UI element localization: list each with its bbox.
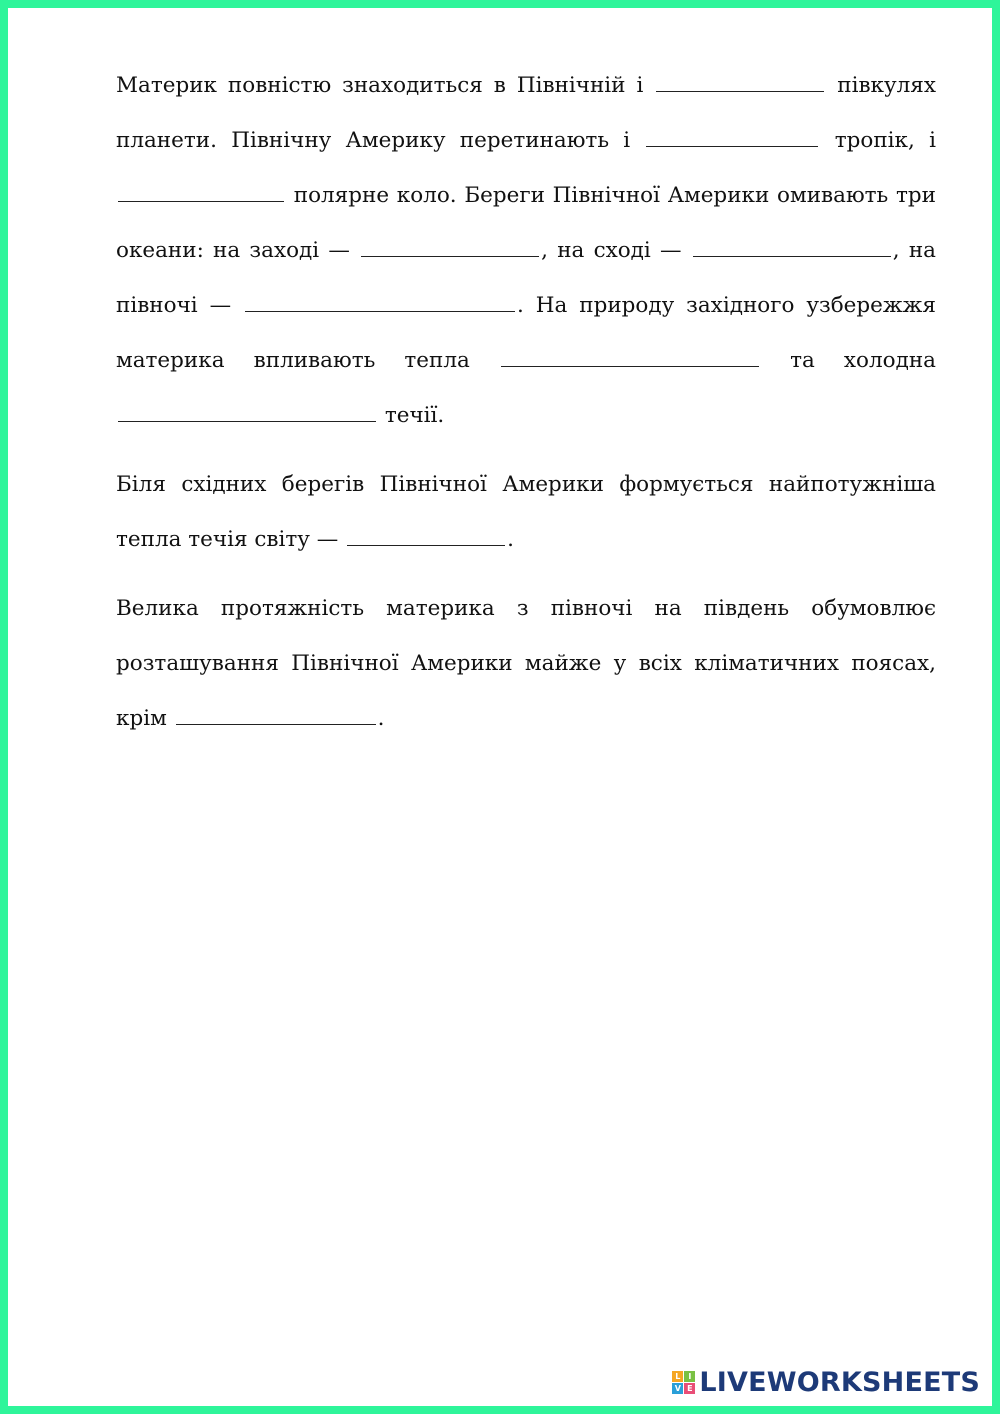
paragraph-1	[116, 58, 936, 443]
liveworksheets-logo	[672, 1367, 980, 1398]
logo-mark-i: I	[684, 1371, 695, 1382]
blank-warmest-current[interactable]	[347, 527, 505, 546]
paragraph-1-text-6: , на півночі —	[116, 238, 936, 318]
blank-west-ocean[interactable]	[361, 238, 539, 257]
paragraph-1-text-4: полярне коло. Береги Північної Америки омивають три океани: на заході —	[116, 183, 936, 263]
blank-tropic[interactable]	[646, 128, 818, 147]
blank-cold-current[interactable]	[118, 403, 376, 422]
paragraph-3	[116, 581, 936, 746]
paragraph-1-text-3: тропік, і	[834, 128, 936, 153]
blank-polar-circle[interactable]	[118, 183, 284, 202]
paragraph-1-text-7: . На природу західного узбережжя материка впливають тепла	[116, 293, 936, 373]
paragraph-1-text-5: , на сході —	[541, 238, 682, 263]
paragraph-2-text-2: .	[507, 527, 514, 552]
paragraph-2-text-1: Біля східних берегів Північної Америки формується найпотужніша тепла течія світу —	[116, 472, 936, 552]
paragraph-3-text-2: .	[377, 706, 385, 731]
logo-mark-icon	[672, 1371, 695, 1394]
blank-east-ocean[interactable]	[693, 238, 891, 257]
logo-text: LIVEWORKSHEETS	[699, 1367, 980, 1398]
blank-climate-zone[interactable]	[176, 706, 376, 725]
paragraph-1-text-9: течії.	[384, 403, 445, 428]
worksheet-content	[116, 58, 936, 746]
paragraph-1-text-8: та холодна	[790, 348, 936, 373]
blank-north-ocean[interactable]	[245, 293, 515, 312]
paragraph-1-text-1: Материк повністю знаходиться в Північній і	[116, 73, 644, 98]
paragraph-3-text-1: Велика протяжність материка з півночі на південь обумовлює розташування Північної Америки майже у всіх кліматичних поясах, крім	[116, 596, 936, 731]
blank-warm-current[interactable]	[501, 348, 759, 367]
paragraph-1-text-2: півкулях планети. Північну Америку перетинають і	[116, 73, 936, 153]
logo-mark-e: E	[684, 1383, 695, 1394]
blank-hemisphere[interactable]	[656, 73, 824, 92]
paragraph-2	[116, 457, 936, 567]
logo-mark-l: L	[672, 1371, 683, 1382]
logo-mark-v: V	[672, 1383, 683, 1394]
